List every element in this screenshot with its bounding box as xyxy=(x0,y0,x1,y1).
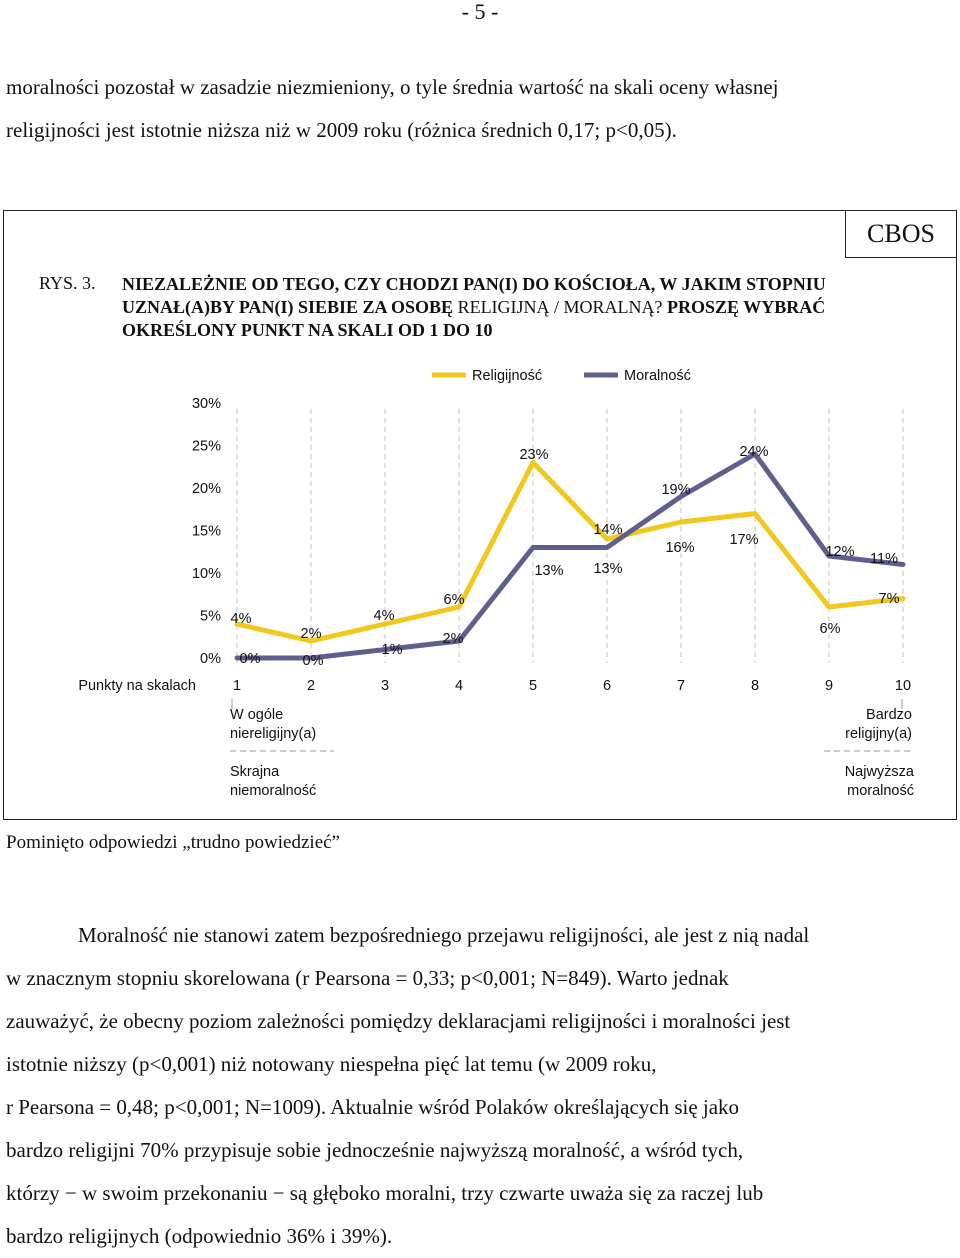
y-tick-label: 30% xyxy=(191,396,221,412)
figure-title-part: PROSZĘ WYBRAĆ OKREŚLONY PUNKT NA SKALI OD 1 DO 10 xyxy=(122,297,826,340)
paragraph-line: moralności pozostał w zasadzie niezmieniony, o tyle średnia wartość na skali oceny własnej xyxy=(6,75,779,99)
data-label: 4% xyxy=(230,611,252,627)
data-label: 13% xyxy=(534,563,564,579)
legend-label: Moralność xyxy=(624,368,691,384)
data-label: 7% xyxy=(878,591,900,607)
data-label: 24% xyxy=(739,444,769,460)
data-label: 13% xyxy=(593,561,623,577)
paragraph-line: istotnie niższy (p<0,001) niż notowany niespełna pięć lat temu (w 2009 roku, xyxy=(6,1052,657,1076)
scale-end-label: niemoralność xyxy=(230,783,317,799)
data-label: 0% xyxy=(302,653,324,669)
scale-end-label: Najwyższa xyxy=(844,764,914,780)
source-badge: CBOS xyxy=(845,210,957,258)
data-label: 6% xyxy=(443,592,465,608)
x-axis-title: Punkty na skalach xyxy=(78,678,196,694)
morality-line xyxy=(237,454,903,658)
x-tick-label: 7 xyxy=(676,678,686,694)
religiosity-line xyxy=(237,463,903,642)
intro-paragraph xyxy=(6,66,954,152)
data-label: 16% xyxy=(665,540,695,556)
scale-end-label: religijny(a) xyxy=(845,726,912,742)
figure-box xyxy=(3,210,957,820)
data-label: 23% xyxy=(519,447,549,463)
x-tick-label: 1 xyxy=(232,678,242,694)
data-label: 0% xyxy=(239,651,261,667)
scale-end-label: niereligijny(a) xyxy=(230,726,317,742)
data-label: 4% xyxy=(373,608,395,624)
data-label: 11% xyxy=(870,551,898,567)
data-label: 2% xyxy=(442,631,464,647)
data-label: 17% xyxy=(729,532,759,548)
scale-end-label: Skrajna xyxy=(230,764,280,780)
x-tick-label: 10 xyxy=(894,678,912,694)
y-tick-label: 0% xyxy=(200,651,221,667)
paragraph-line: religijności jest istotnie niższa niż w 2009 roku (różnica średnich 0,17; p<0,05). xyxy=(6,118,677,142)
legend-label: Religijność xyxy=(472,368,543,384)
figure-title-part: NIEZALEŻNIE OD TEGO, CZY CHODZI PAN(I) DO KOŚCIOŁA, W JAKIM STOPNIU UZNAŁ(A)BY PAN(I) SIEBIE ZA OSOBĘ xyxy=(122,274,826,317)
paragraph-line: w znacznym stopniu skorelowana (r Pearsona = 0,33; p<0,001; N=849). Warto jednak xyxy=(6,966,729,990)
paragraph-line: bardzo religijni 70% przypisuje sobie jednocześnie najwyższą moralność, a wśród tych, xyxy=(6,1138,744,1162)
y-tick-label: 5% xyxy=(200,608,221,625)
data-label: 12% xyxy=(825,544,855,560)
figure-title-part: RELIGIJNĄ / MORALNĄ? xyxy=(453,297,663,317)
x-tick-label: 2 xyxy=(306,678,316,694)
data-label: 14% xyxy=(593,522,623,538)
y-tick-label: 25% xyxy=(191,438,221,455)
figure-number: RYS. 3. xyxy=(39,273,96,293)
scale-end-label: moralność xyxy=(847,783,914,799)
scale-end-label: Bardzo xyxy=(866,707,912,723)
data-label: 2% xyxy=(300,626,322,642)
line-chart xyxy=(4,211,956,819)
x-tick-label: 3 xyxy=(380,678,390,694)
data-label: 6% xyxy=(819,621,841,637)
x-tick-label: 4 xyxy=(454,678,464,694)
scale-end-label: W ogóle xyxy=(230,707,284,723)
y-tick-label: 10% xyxy=(191,566,221,582)
body-paragraph xyxy=(6,914,954,1258)
paragraph-line: r Pearsona = 0,48; p<0,001; N=1009). Aktualnie wśród Polaków określających się jako xyxy=(6,1095,740,1119)
x-tick-label: 8 xyxy=(750,678,760,694)
paragraph-line: zauważyć, że obecny poziom zależności pomiędzy deklaracjami religijności i moralności jest xyxy=(6,1009,791,1033)
data-label: 19% xyxy=(661,482,691,498)
data-label: 1% xyxy=(381,642,403,658)
y-tick-label: 20% xyxy=(191,481,221,497)
footnote: Pominięto odpowiedzi „trudno powiedzieć” xyxy=(6,832,340,853)
page-number: - 5 - xyxy=(461,0,499,24)
paragraph-line: Moralność nie stanowi zatem bezpośredniego przejawu religijności, ale jest z nią nadal xyxy=(78,923,810,947)
x-tick-label: 5 xyxy=(528,678,538,694)
x-tick-label: 9 xyxy=(824,678,834,694)
y-tick-label: 15% xyxy=(191,523,221,540)
paragraph-line: którzy − w swoim przekonaniu − są głęboko moralni, trzy czwarte uważa się za raczej lub xyxy=(6,1181,764,1205)
paragraph-line: bardzo religijnych (odpowiednio 36% i 39%). xyxy=(6,1224,393,1248)
x-tick-label: 6 xyxy=(602,678,612,694)
